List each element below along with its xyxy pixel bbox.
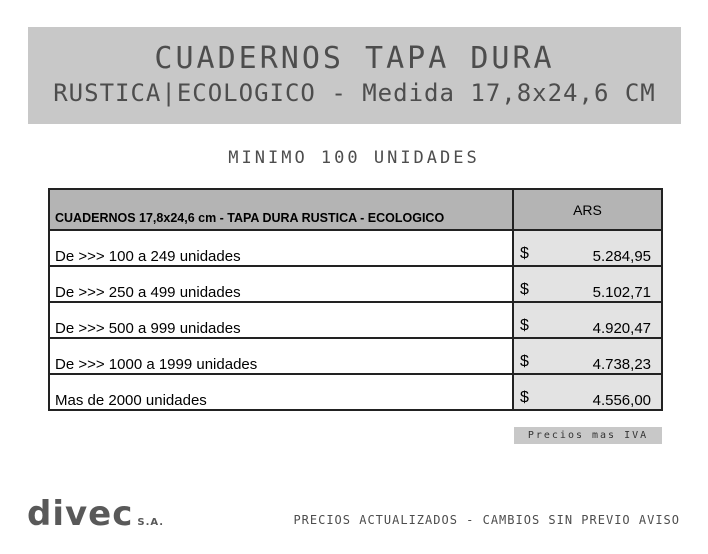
price-value: 4.920,47 — [592, 320, 651, 337]
price-cell — [513, 302, 662, 338]
table-header-row — [49, 189, 662, 230]
currency-symbol: $ — [520, 389, 529, 406]
price-value: 4.556,00 — [592, 392, 651, 409]
page-title: CUADERNOS TAPA DURA — [154, 41, 555, 76]
price-cell — [513, 338, 662, 374]
brand-suffix: S.A. — [137, 517, 165, 528]
currency-symbol: $ — [520, 281, 529, 298]
minimum-order-note: MINIMO 100 UNIDADES — [228, 148, 480, 168]
quantity-range: De >>> 500 a 999 unidades — [49, 302, 513, 338]
currency-symbol: $ — [520, 245, 529, 262]
price-value: 5.102,71 — [592, 284, 651, 301]
quantity-range: De >>> 250 a 499 unidades — [49, 266, 513, 302]
quantity-range: Mas de 2000 unidades — [49, 374, 513, 410]
footer-note: PRECIOS ACTUALIZADOS - CAMBIOS SIN PREVIO AVISO — [293, 513, 680, 527]
brand-name: divec — [27, 494, 134, 534]
page-subtitle: RUSTICA|ECOLOGICO - Medida 17,8x24,6 CM — [53, 79, 656, 107]
table-row — [49, 374, 662, 410]
quantity-range: De >>> 100 a 249 unidades — [49, 230, 513, 266]
currency-symbol: $ — [520, 353, 529, 370]
header-banner — [28, 27, 681, 124]
quantity-range: De >>> 1000 a 1999 unidades — [49, 338, 513, 374]
currency-symbol: $ — [520, 317, 529, 334]
price-cell — [513, 374, 662, 410]
brand-logo — [27, 494, 164, 534]
price-table — [48, 188, 663, 411]
price-value: 5.284,95 — [592, 248, 651, 265]
table-header-currency: ARS — [513, 189, 662, 230]
table-row — [49, 302, 662, 338]
price-value: 4.738,23 — [592, 356, 651, 373]
price-cell — [513, 266, 662, 302]
table-header-description: CUADERNOS 17,8x24,6 cm - TAPA DURA RUSTICA - ECOLOGICO — [49, 189, 513, 230]
table-row — [49, 338, 662, 374]
table-row — [49, 230, 662, 266]
price-cell — [513, 230, 662, 266]
vat-note: Precios mas IVA — [514, 427, 662, 444]
table-row — [49, 266, 662, 302]
